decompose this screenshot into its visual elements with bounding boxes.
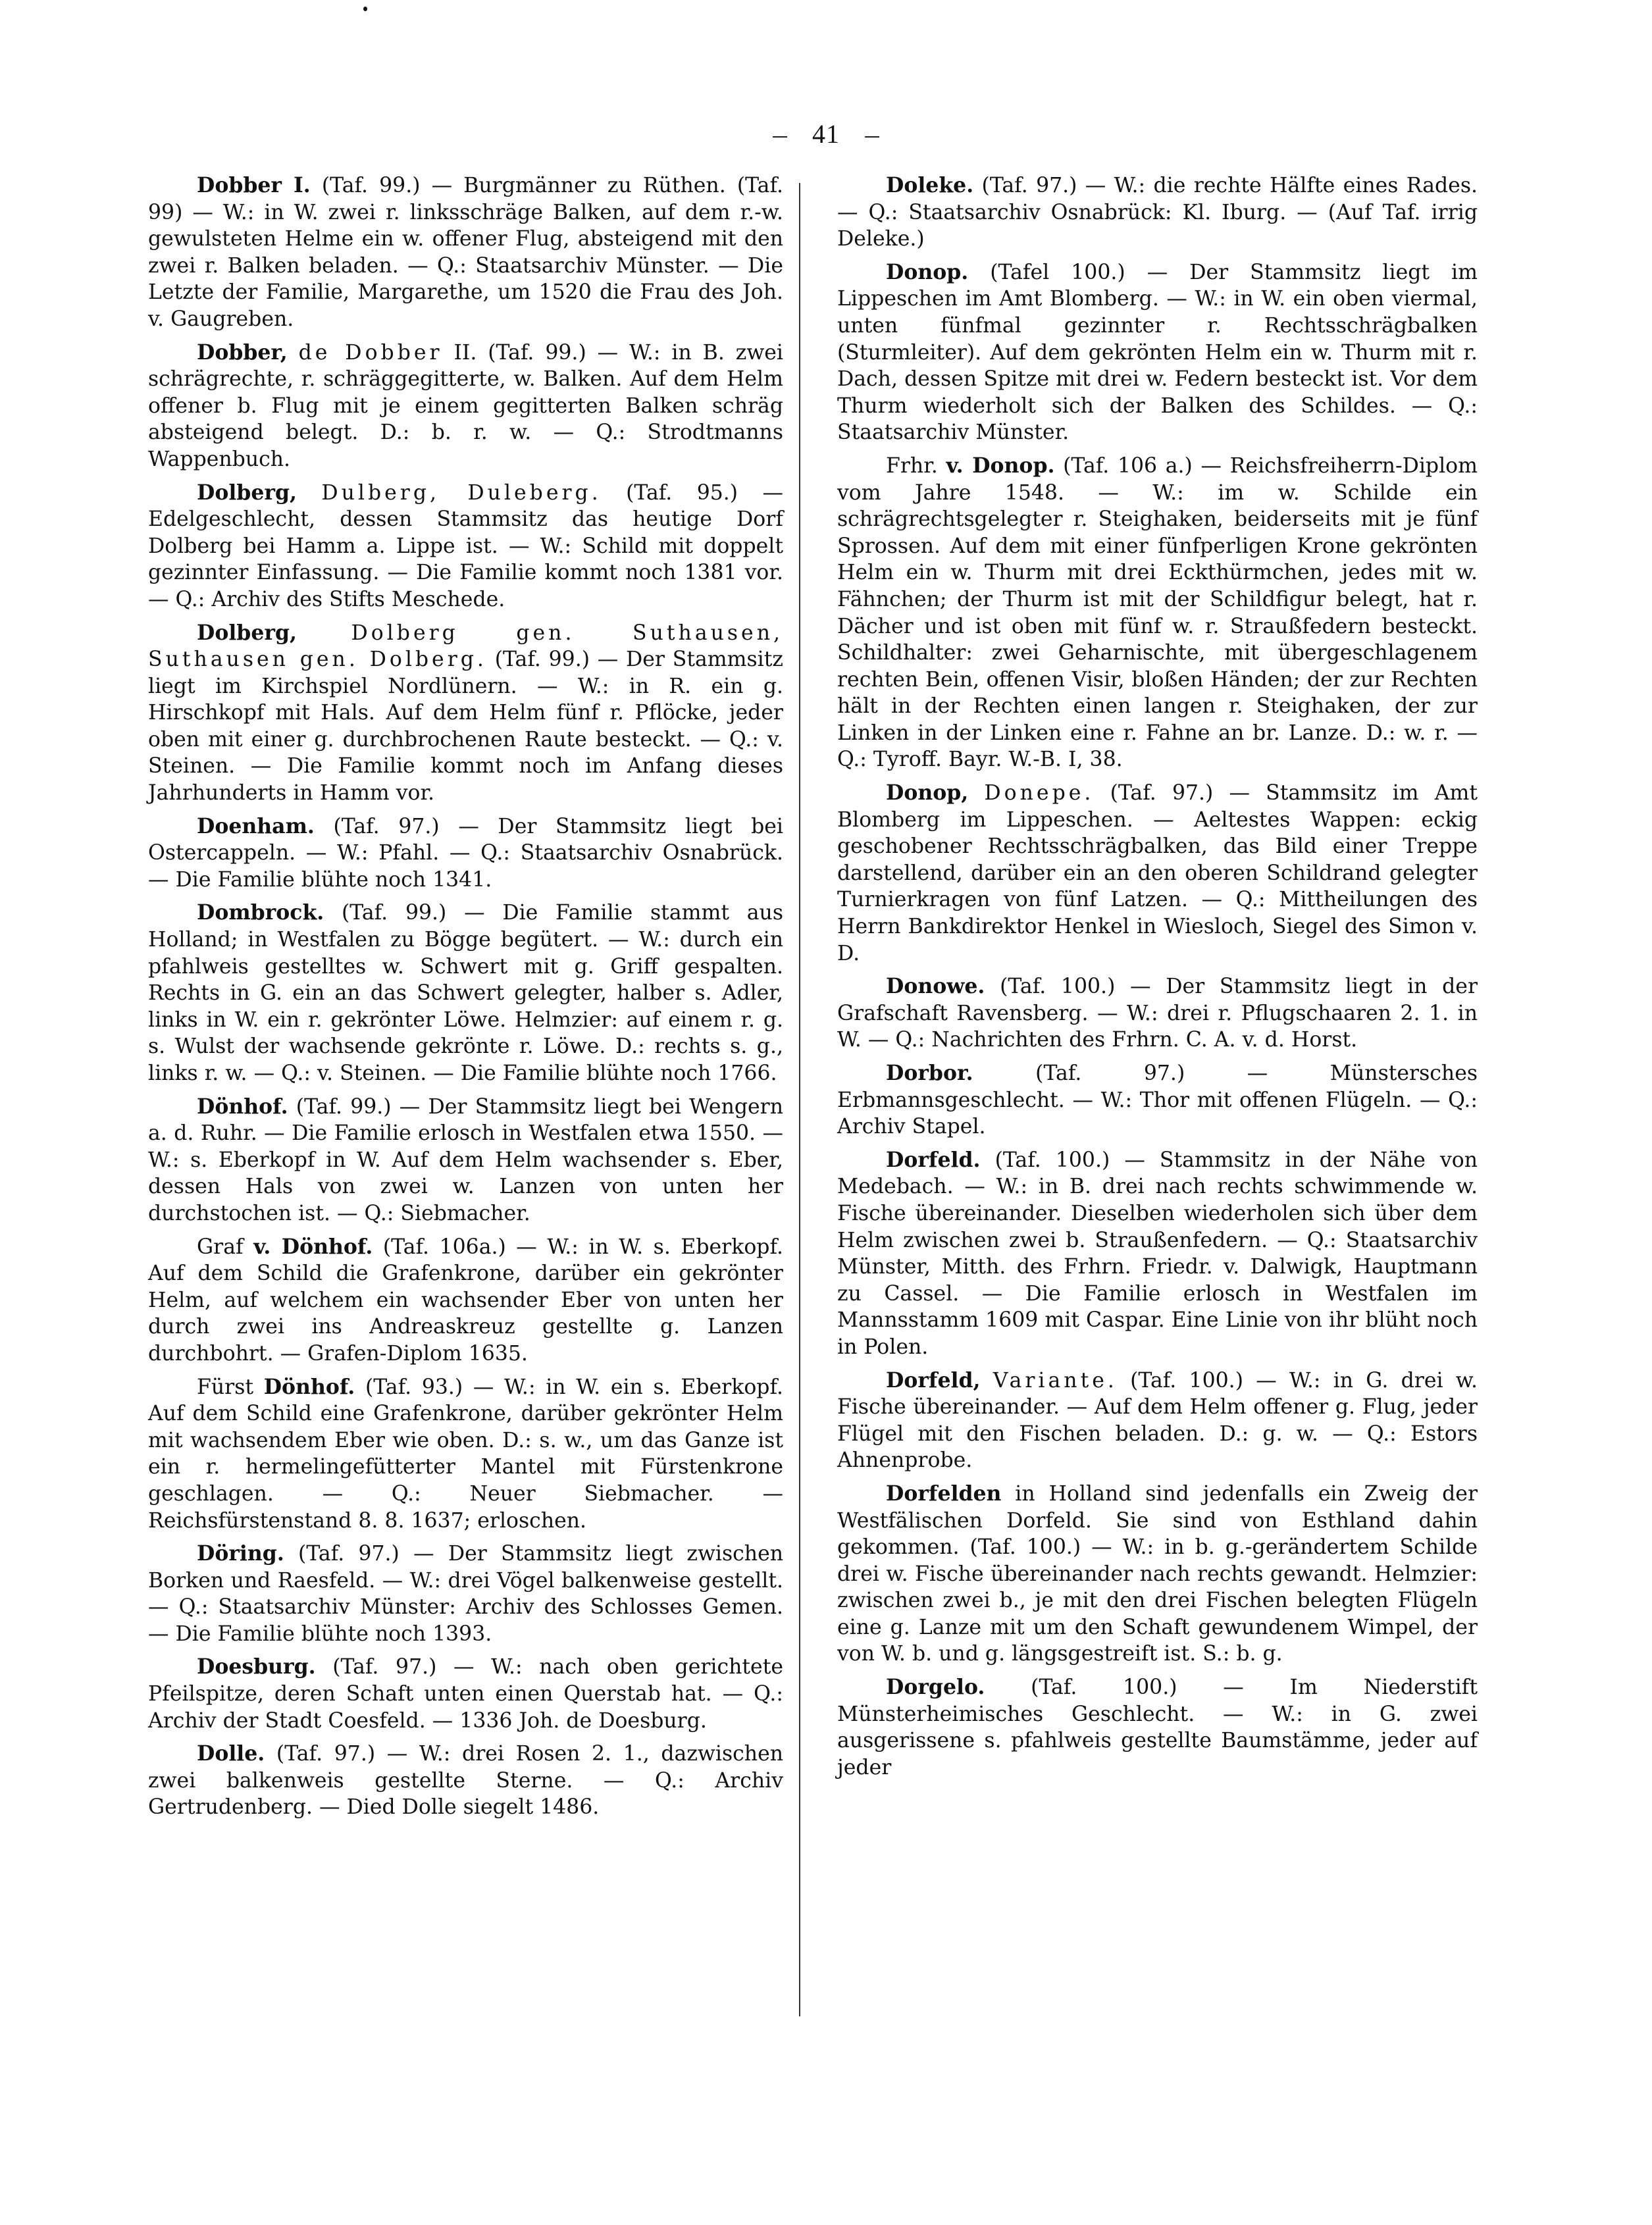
- entry: [148, 900, 783, 1087]
- entry: [837, 973, 1478, 1054]
- entry-description: (Taf. 100.) — W.: in G. drei w. Fische übereinander. — Auf dem Helm offener g. Flug, jeder Flügel mit den Fischen beladen. D.: g. w. — Q.: Estors Ahnenprobe.: [837, 1368, 1478, 1473]
- entry: [148, 813, 783, 894]
- entry-description: (Taf. 95.) — Edelgeschlecht, dessen Stammsitz das heutige Dorf Dolberg bei Hamm a. Lippe ist. — W.: Schild mit doppelt gezinnter Einfassung. — Die Familie kommt noch 1381 vor. — Q.: Archiv des Stifts Meschede.: [148, 480, 783, 611]
- entry: [837, 172, 1478, 253]
- entry-description: (Taf. 97.) — W.: nach oben gerichtete Pfeilspitze, deren Schaft unten einen Querstab hat. — Q.: Archiv der Stadt Coesfeld. — 1336 Joh. de Doesburg.: [148, 1655, 784, 1733]
- entry-description: (Taf. 100.) — Der Stammsitz liegt in der Grafschaft Ravensberg. — W.: drei r. Pflugschaaren 2. 1. in W. — Q.: Nachrichten des Frhrn. C. A. v. d. Horst.: [837, 975, 1478, 1052]
- entry-name-variants: Dolberg gen. Suthausen, Suthausen gen. Dolberg.: [148, 621, 783, 672]
- entry: [148, 620, 783, 807]
- entry-title-prefix: Graf: [197, 1235, 244, 1259]
- entry-description: (Taf. 100.) — Stammsitz in der Nähe von Medebach. — W.: in B. drei nach rechts schwimmende w. Fische übereinander. Dieselben wiederholen sich über dem Helm zwischen zwei b. Straußenfedern. — Q.: Staatsarchiv Münster, Mitth. des Frhrn. Friedr. v. Dalwigk, Hauptmann zu Cassel. — Die Familie erlosch in Westfalen im Mannsstamm 1609 mit Caspar. Eine Linie von ihr blüht noch in Polen.: [837, 1148, 1478, 1359]
- entry: [837, 1368, 1478, 1474]
- entry: [837, 1060, 1478, 1140]
- page-number-value: 41: [812, 119, 840, 149]
- entry: [148, 1374, 783, 1535]
- entry-description: (Taf. 97.) — Der Stammsitz liegt bei Ostercappeln. — W.: Pfahl. — Q.: Staatsarchiv Osnabrück. — Die Familie blühte noch 1341.: [148, 814, 783, 892]
- entry-headword: Dorfelden: [886, 1481, 1002, 1506]
- entry: [148, 1094, 783, 1227]
- entry-headword: Dorgelo.: [886, 1675, 985, 1700]
- entry-headword: Dönhof.: [263, 1374, 355, 1399]
- entry-headword: Dorfeld,: [886, 1368, 981, 1393]
- entry-name-variants: Donepe.: [984, 781, 1095, 806]
- entry-headword: Dobber I.: [197, 173, 311, 197]
- entry-name-variants: Variante.: [993, 1368, 1118, 1393]
- entry-description: (Taf. 99.) — Der Stammsitz liegt im Kirchspiel Nordlünern. — W.: in R. ein g. Hirschkopf mit Hals. Auf dem Helm fünf r. Pflöcke, jeder oben mit einer g. durchbrochenen Raute besteckt. — Q.: v. Steinen. — Die Familie kommt noch im Anfang dieses Jahrhunderts in Hamm vor.: [148, 648, 784, 806]
- entry-headword: Donowe.: [886, 974, 985, 999]
- entry-description: (Taf. 106a.) — W.: in W. s. Eberkopf. Auf dem Schild die Grafenkrone, darüber ein gekrönter Helm, auf welchem ein wachsender Eber von unten her durch zwei ins Andreaskreuz gestellte g. Lanzen durchbohrt. — Grafen-Diplom 1635.: [148, 1235, 783, 1366]
- entry-headword: v. Dönhof.: [253, 1234, 373, 1259]
- entry-headword: Dobber,: [197, 340, 288, 365]
- entry: [837, 259, 1478, 446]
- entry: [148, 1654, 783, 1734]
- entry-headword: Dolberg,: [197, 620, 297, 645]
- entry: [837, 1674, 1478, 1781]
- entry-description: (Taf. 97.) — Münstersches Erbmannsgeschlecht. — W.: Thor mit offenen Flügeln. — Q.: Archiv Stapel.: [837, 1061, 1478, 1139]
- entry-headword: Donop,: [886, 780, 969, 806]
- entry-description: (Taf. 99.) — Die Familie stammt aus Holland; in Westfalen zu Bögge begütert. — W.: durch ein pfahlweis gestelltes w. Schwert mit g. Griff gespalten. Rechts in G. ein an das Schwert gelegter, halber s. Adler, links in W. ein r. gekrönter Löwe. Helmzier: auf einem r. g. s. Wulst der wachsende gekrönte r. Löwe. D.: rechts s. g., links r. w. — Q.: v. Steinen. — Die Familie blühte noch 1766.: [148, 901, 783, 1085]
- stray-print-dot: [363, 7, 367, 11]
- entry-description: (Taf. 99.) — Burgmänner zu Rüthen. (Taf. 99) — W.: in W. zwei r. linksschräge Balken, auf dem r.-w. gewulsteten Helme ein w. offener Flug, absteigend mit den zwei r. Balken beladen. — Q.: Staatsarchiv Münster. — Die Letzte der Familie, Margarethe, um 1520 die Frau des Joh. v. Gaugreben.: [148, 174, 784, 331]
- entry-headword: Dolberg,: [197, 480, 297, 505]
- page-number: [0, 118, 1652, 149]
- entry-headword: Dönhof.: [197, 1094, 288, 1119]
- entry-description: in Holland sind jedenfalls ein Zweig der Westfälischen Dorfeld. Sie sind von Esthland dahin gekommen. (Taf. 100.) — W.: in b. g.-gerändertem Schilde drei w. Fische übereinander nach rechts gewandt. Helmzier: zwischen zwei b., je mit den drei Fischen belegten Flügeln eine g. Lanze mit um den Schaft gewundenem Wimpel, der von W. b. und g. längsgestreift ist. S.: b. g.: [837, 1481, 1478, 1666]
- entry-description: (Taf. 93.) — W.: in W. ein s. Eberkopf. Auf dem Schild eine Grafenkrone, darüber gekrönter Helm mit wachsendem Eber wie oben. D.: s. w., um das Ganze ist ein r. hermelingefütterter Mantel mit Fürstenkrone geschlagen. — Q.: Neuer Siebmacher. — Reichsfürstenstand 8. 8. 1637; erloschen.: [148, 1375, 784, 1533]
- entry-title-prefix: Fürst: [197, 1375, 254, 1399]
- entry-description: (Tafel 100.) — Der Stammsitz liegt im Lippeschen im Amt Blomberg. — W.: in W. ein oben viermal, unten fünfmal gezinnter r. Rechtsschrägbalken (Sturmleiter). Auf dem gekrönten Helm ein w. Thurm mit r. Dach, dessen Spitze mit drei w. Federn besteckt ist. Vor dem Thurm wiederholt sich der Balken des Schildes. — Q.: Staatsarchiv Münster.: [837, 260, 1478, 445]
- left-column: [148, 172, 783, 1824]
- entry-headword: Döring.: [197, 1541, 284, 1566]
- entry-headword: Donop.: [886, 259, 969, 284]
- entry-description: (Taf. 97.) — Der Stammsitz liegt zwischen Borken und Raesfeld. — W.: drei Vögel balkenweise gestellt. — Q.: Staatsarchiv Münster: Archiv des Schlosses Gemen. — Die Familie blühte noch 1393.: [148, 1542, 784, 1646]
- entry-description: (Taf. 97.) — W.: drei Rosen 2. 1., dazwischen zwei balkenweis gestellte Sterne. — Q.: Archiv Gertrudenberg. — Died Dolle siegelt 1486.: [148, 1742, 783, 1820]
- page-number-dash-left: [773, 136, 787, 138]
- entry: [148, 1234, 783, 1368]
- entry-headword: Doenham.: [197, 813, 315, 838]
- entry: [148, 172, 783, 333]
- entry: [148, 1741, 783, 1821]
- entry-headword: Dombrock.: [197, 900, 324, 925]
- entry-description: (Taf. 106 a.) — Reichsfreiherrn-Diplom vom Jahre 1548. — W.: im w. Schilde ein schrägrechtsgelegter r. Steighaken, beiderseits mit je fünf Sprossen. Auf dem mit einer fünfperligen Krone gekrönten Helm ein w. Thurm mit drei Eckthürmchen, jedes mit w. Fähnchen; der Thurm ist mit der Schildfigur belegt, hat r. Dächer und ist oben mit fünf w. r. Straußfedern besteckt. Schildhalter: zwei Geharnischte, mit übergeschlagenem rechten Bein, offenen Visir, bloßen Händen; der zur Rechten hält in der Rechten einen langen r. Steighaken, der zur Linken in der Linken eine r. Fahne an br. Lanze. D.: w. r. — Q.: Tyroff. Bayr. W.-B. I, 38.: [837, 453, 1478, 772]
- entry-description: (Taf. 100.) — Im Niederstift Münsterheimisches Geschlecht. — W.: in G. zwei ausgerissene s. pfahlweis gestellte Baumstämme, jeder auf jeder: [837, 1675, 1478, 1779]
- entry: [148, 1541, 783, 1647]
- right-column: [837, 172, 1478, 1783]
- entry-title-prefix: Frhr.: [886, 453, 938, 478]
- entry-headword: Doleke.: [886, 173, 974, 197]
- entry-headword: v. Donop.: [946, 453, 1055, 478]
- entry-headword: Dolle.: [197, 1741, 265, 1766]
- entry-name-variants: de Dobber: [298, 340, 443, 365]
- entry: [837, 453, 1478, 773]
- entry-headword: Dorbor.: [886, 1061, 973, 1085]
- entry: [837, 1481, 1478, 1668]
- entry-description: II. (Taf. 99.) — W.: in B. zwei schrägrechte, r. schräggegitterte, w. Balken. Auf dem Helm offener b. Flug mit je einem gegitterten Balken schräg absteigend belegt. D.: b. r. w. — Q.: Strodtmanns Wappenbuch.: [148, 340, 783, 471]
- entry: [148, 480, 783, 613]
- entry: [148, 340, 783, 473]
- entry-name-variants: Dulberg, Duleberg.: [321, 480, 602, 505]
- column-divider: [799, 183, 800, 2016]
- entry-headword: Dorfeld.: [886, 1147, 981, 1172]
- entry-headword: Doesburg.: [197, 1654, 316, 1679]
- entry: [837, 1147, 1478, 1361]
- entry-description: (Taf. 97.) — W.: die rechte Hälfte eines Rades. — Q.: Staatsarchiv Osnabrück: Kl. Iburg. — (Auf Taf. irrig Deleke.): [837, 174, 1478, 251]
- entry-description: (Taf. 97.) — Stammsitz im Amt Blomberg im Lippeschen. — Aeltestes Wappen: eckig geschobener Rechtsschrägbalken, das Bild einer Treppe darstellend, darüber ein an den oberen Schildrand gelegter Turnierkragen von fünf Latzen. — Q.: Mittheilungen des Herrn Bankdirektor Henkel in Wiesloch, Siegel des Simon v. D.: [837, 781, 1478, 965]
- entry-description: (Taf. 99.) — Der Stammsitz liegt bei Wengern a. d. Ruhr. — Die Familie erlosch in Westfalen etwa 1550. — W.: s. Eberkopf in W. Auf dem Helm wachsender s. Eber, dessen Hals von zwei w. Lanzen von unten her durchstochen ist. — Q.: Siebmacher.: [148, 1094, 784, 1225]
- page-number-dash-right: [865, 136, 879, 138]
- entry: [837, 780, 1478, 967]
